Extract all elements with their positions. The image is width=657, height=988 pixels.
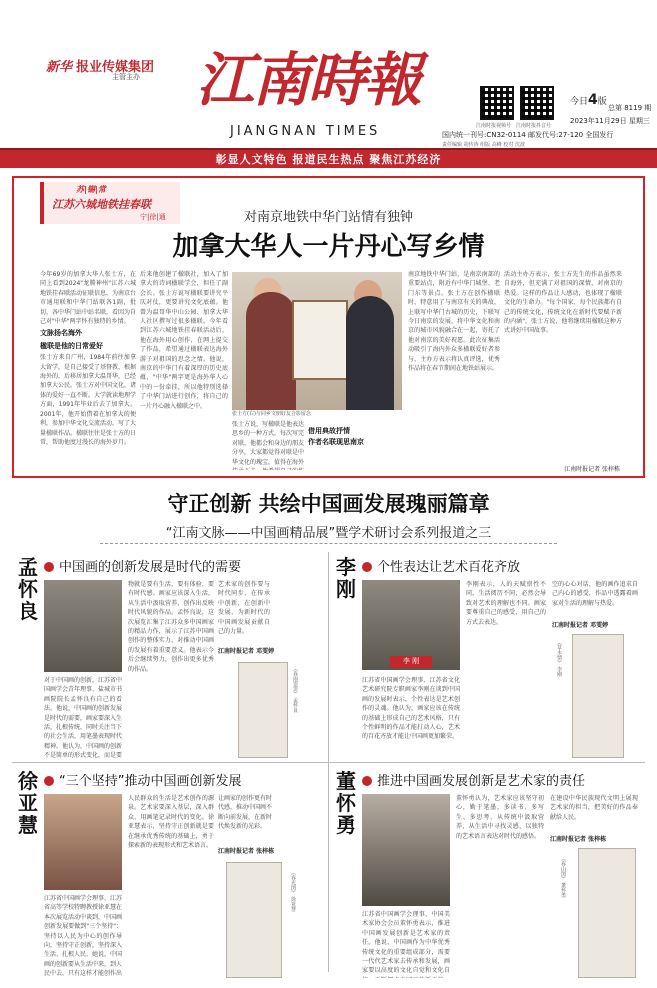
divider (100, 543, 557, 544)
photo-caption: 张士方(右)与同乡文朋好友合影留念 (232, 411, 311, 417)
article-column (218, 580, 270, 642)
article-column (552, 580, 638, 618)
feature-subtitle: 对南京地铁中华门站情有独钟 (243, 210, 413, 225)
feature-column-1 (40, 270, 136, 470)
paragraph: 物就是要有生活，要有体验，要有时代感。画家应该深入生活，从生活中汲取营养，创作出反映时代风貌的作品。孟怀良说，这次展览汇集了江苏众多中国画家的精品力作，展示了江苏中国画创作的整体实力，对推动中国画的发展有着重要意义。他表示今后会继续努力，创作出更多优秀的作品。 (128, 581, 214, 673)
painting (238, 662, 288, 758)
painting (226, 862, 282, 978)
nameplate: 李 刚 (390, 656, 432, 668)
article-editor: 江南时报记者 张梓栋 (550, 836, 607, 843)
paragraph: 活动主办方表示，张士方先生的作品虽然来自海外，但充满了对祖国的深情，对南京的热爱。这样的作品让人感动，也体现了楹联文化的生命力。"每个国家、每个民族都有自己的传统文化，传统文化在新时代要赋予新的内涵"，张士方说，他将继续用楹联这种方式讲好中国故事。 (504, 271, 622, 335)
paragraph: 南京地铁中华门站，是南京南部的重要站点，附近有中华门城堡、老门东等景点。张士方在创作楹联时，特意用了与南京有关的典故，上联写中华门古城的历史，下联写今日南京的发展，将中华文化和南京的城市风貌融合在一起，寄托了他对南京的美好祝愿。此次征集活动吸引了海内外众多楹联爱好者参与，主办方表示将认真评选，优秀作品将在春节期间在地铁站展示。 (408, 271, 500, 373)
article-editor: 江南时报记者 邓雯婷 (552, 622, 609, 629)
paragraph: 李刚表示，人的天赋禀性不同，生活阅历不同，必然会导致对艺术的理解也不同。画家要尊重自己的感受，用自己的方式去表达。 (466, 581, 546, 626)
article-title: 个性表达让艺术百花齐放 (362, 556, 520, 575)
page-count: 今日4版 (570, 92, 607, 108)
editor-credits: 责任编辑 胡传涛 组版 高峰 校对 沈波 (442, 142, 525, 148)
author-name: 徐亚慧 (18, 769, 38, 837)
author-name: 孟怀良 (18, 555, 38, 623)
paragraph: 江苏省中国画学会理事、江苏省高等学校特聘教授徐亚慧在本次展览活动中谈到，中国画创新发展要做到"三个坚持"：坚持以人民为中心的创作导向，坚持守正创新，坚持深入生活、扎根人民。她说，中国画的创新要从生活中来，到人民中去，只有这样才能创作出 (44, 895, 122, 978)
qr-code-icon (480, 86, 514, 120)
painting (578, 848, 636, 978)
kicker-title: 江苏六城地铁挂春联 (52, 198, 151, 211)
article-column (218, 794, 272, 842)
article-column (128, 580, 214, 758)
issue-number: 总第 8119 期 (608, 104, 652, 112)
subhead: 借用典故抒情 (308, 427, 350, 435)
feature-column-4 (408, 270, 500, 470)
article-column (456, 794, 544, 978)
issue-date: 2023年11月29日 星期三 (570, 117, 650, 125)
article-title: 推进中国画发展创新是艺术家的责任 (362, 770, 585, 789)
author-name: 李刚 (336, 555, 356, 601)
section-title: 守正创新 共绘中国画发展瑰丽篇章 (167, 491, 490, 516)
article-title: “三个坚持”推动中国画创新发展 (44, 770, 241, 789)
feature-column-3a (232, 420, 304, 470)
subhead: 楹联是他的日常爱好 (40, 341, 103, 350)
group-logo: 新华 报业传媒集团 (46, 60, 155, 75)
painting-caption: 《春山图》 董怀勇 (560, 856, 566, 898)
feature-column-2 (140, 270, 228, 470)
paragraph: 后来他创建了楹联社，加入了加拿大的诗词楹联学会，担任了副会长。张士方说写楹联要讲究平仄对仗，更要讲究文化底蕴。他曾为温哥华中山公园、加拿大华人社区撰写过很多楹联。今年看到江苏六城地铁挂春联活动后，他在海外用心创作，在网上提交了作品，希望通过楹联表达海外游子对祖国的思念之情。他说，南京的中华门有着深厚的历史底蕴，"中华"两字更是海外华人心中的一份牵挂，所以他特别选择了中华门站进行创作，将自己的一片丹心融入楹联之中。 (140, 271, 228, 410)
article-column (44, 894, 122, 978)
slogan-text: 彰显人文特色 报道民生热点 聚焦江苏经济 (215, 153, 442, 166)
article-column (550, 794, 638, 830)
paragraph: 张士方说，写楹联是他表达思乡的一种方式。每次写完对联，他都会和身边的朋友分享，大家都觉得对联是中华文化的瑰宝，值得在海外 (232, 421, 304, 466)
article-column (44, 676, 122, 760)
paragraph: 江苏省中国画学会理事、江苏省文化艺术研究院专职画家李刚在谈到中国画的发展时表示，个性表达是艺术创作的灵魂。他认为，画家应该在传统的基础上形成自己的艺术风格，只有个性鲜明的作品才能打动人心，艺术的百花齐放才能让中国画更加繁荣。 (362, 677, 460, 741)
author-portrait (362, 794, 450, 906)
article-column (466, 580, 546, 758)
paragraph: 让画家的创作更有时代感，推动中国画不断向前发展，在新时代焕发新的光彩。 (218, 795, 272, 831)
newspaper-title: 江南時報 (196, 46, 421, 114)
paragraph: 在建设中华民族现代文明上展现艺术家的担当，把美好的作品奉献给人民。 (550, 795, 638, 821)
qr-code-icon (520, 86, 554, 120)
kicker-cities-bottom: 宁|徐|通 (140, 213, 166, 221)
painting-caption: 《春光图》 徐亚慧 (290, 870, 296, 912)
painting (572, 634, 624, 758)
article-editor: 江南时报记者 邓雯婷 (218, 648, 275, 655)
author-name: 董怀勇 (336, 769, 356, 837)
group-sub: 主管主办 (112, 73, 140, 81)
painting-caption: 《草木情》 李刚 (556, 640, 562, 677)
article-column (362, 676, 460, 760)
paragraph: 今年69岁的加拿大华人张士方，在同上看到2024"龙腾神州"江苏六城地铁挂春联活动征联信息，为南京台市通用联和中华门站联各1副，批切，各中华门站中站名联，看因为自己对"中华"两字怀有独特的乡情。 (40, 271, 136, 326)
calligraphy-scroll (292, 300, 348, 380)
photo-person (246, 292, 296, 410)
author-portrait (44, 580, 122, 672)
paragraph: 江苏省中国画学会理事、中国美术家协会会员董怀勇表示，推进中国画发展创新是艺术家的责任。他说，中国画作为中华优秀传统文化的重要组成部分，需要一代代艺术家去传承和发展，画家要以高度的文化自觉和文化自 (362, 911, 450, 975)
paragraph: 董怀勇认为，艺术家应该坚守初心，勤于笔墨，多读书、多写生、多思考，从传统中汲取营养，从生活中寻找灵感，以独特的艺术语言表达对时代的感悟。 (456, 795, 544, 840)
newspaper-title-en: JIANGNAN TIMES (230, 124, 381, 139)
paragraph: 艺术家的创作要与时代同步，在传承中创新，在创新中发展，为新时代的中国画发展贡献自己的力量。 (218, 581, 270, 636)
article-title: 中国画的创新发展是时代的需要 (44, 556, 241, 575)
paragraph: 人民群众的生活是艺术创作的源泉。艺术家要深入基层，深入群众，用画笔记录时代的变化。徐亚慧表示，坚持守正创新就是要在继承优秀传统的基础上，勇于探索新的表现形式和艺术语言。 (128, 795, 214, 850)
article-column (128, 794, 214, 978)
qr-caption: 江南时报抖音号 (516, 123, 552, 129)
feature-column-5 (504, 270, 622, 460)
article-column (362, 910, 450, 978)
author-portrait (44, 794, 122, 890)
feature-headline: 加拿大华人一片丹心写乡情 (172, 232, 485, 262)
section-subtitle: “江南文脉——中国画精品展”暨学术研讨会系列报道之三 (165, 526, 492, 541)
paragraph: 空的心心对话，他的画作追求自己内心的感受，作品中透露着画家对生活的理解与热爱。 (552, 581, 638, 607)
row-divider (12, 762, 645, 763)
publication-number: 国内统一刊号:CN32-0114 邮发代号:27-120 全国发行 (442, 131, 614, 139)
subhead: 作者名联现思南京 (308, 438, 364, 446)
subhead: 文脉扬名海外 (40, 329, 82, 338)
photo-person (346, 296, 394, 410)
article-editor: 江南时报记者 张梓栋 (218, 848, 275, 855)
paragraph: 张士方来自广州，1984年前往加拿大留学，是自己接受了基督教、根据海外的，后移居加拿大温哥华，已经加拿大公民。张士方对中国文化，诸体的爱好一直不断。大学就读地理学方面，1991年毕业后去了加拿大。2001年，他开始借着在加拿大的便利，参加中华文化交流活动，写了大量楹联作品。楹联往往是张士方的日常，帮助他度过漫长的海外岁月。 (40, 354, 136, 446)
qr-caption: 江南时报视频号 (476, 123, 512, 129)
kicker-cities-top: 苏|锡|常 (76, 185, 106, 194)
feature-byline: 江南时报记者 张梓栋 (564, 466, 620, 473)
paragraph: 对于中国画的创新，江苏省中国画学会青年理事、盐城市书画院院长孟怀良有自己的看法。他说，中国画的创新发展是时代的需要，画家要深入生活，扎根传统，同时关注当下的社会生活，用笔墨表现时代精神。他认为，中国画的创新不是简单的形式变化，而是要 (44, 677, 122, 760)
feature-subhead-block (308, 426, 404, 448)
painting-caption: 《春雨霏霏》 孟怀良 (292, 666, 298, 713)
